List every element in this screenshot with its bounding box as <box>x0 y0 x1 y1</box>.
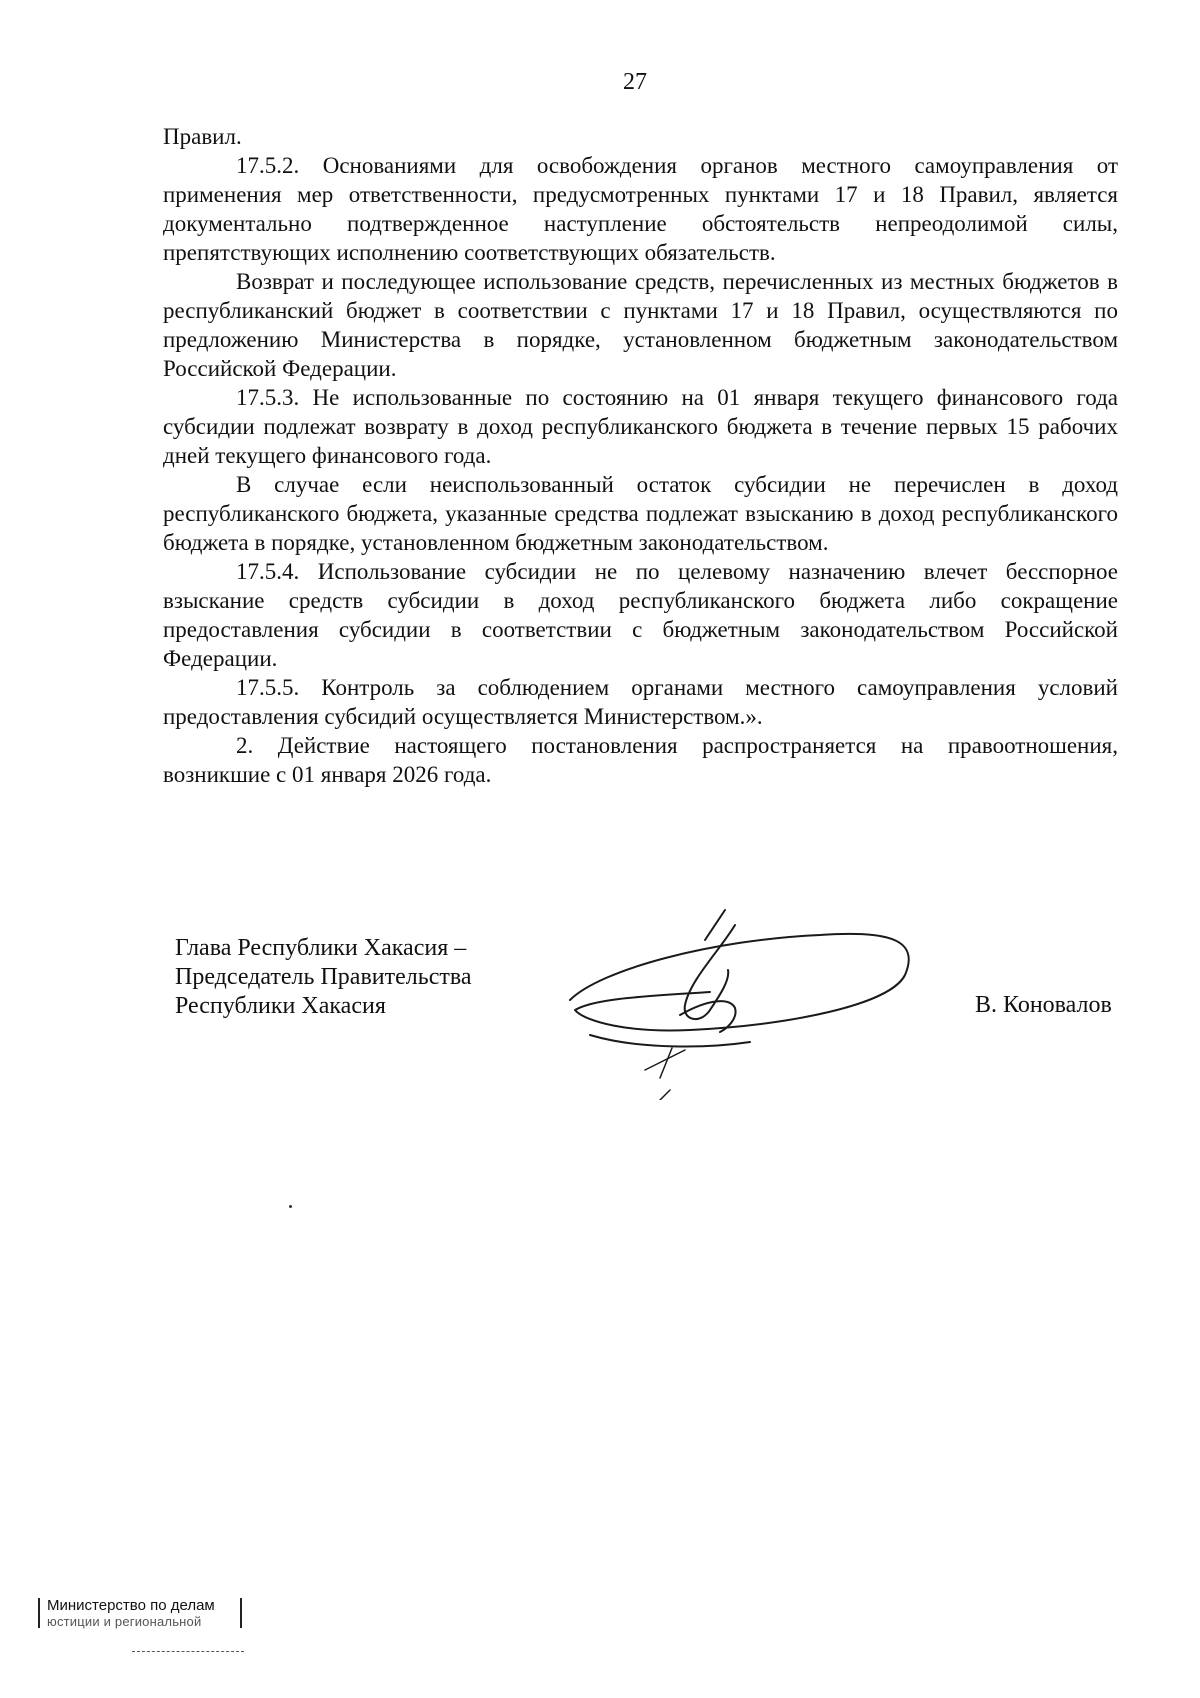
paragraph-2-effective-date: 2. Действие настоящего постановления распространяется на правоотношения, возникшие с 01 января 2026 года. <box>163 733 1118 787</box>
paragraph-recovery: В случае если неиспользованный остаток субсидии не перечислен в доход республиканского бюджета, указанные средства подлежат взысканию в доход республиканского бюджета в порядке, установленном бюджетным законодательством. <box>163 472 1118 555</box>
scan-speck <box>289 1205 292 1208</box>
page-number: 27 <box>623 69 647 95</box>
paragraph-17-5-2: 17.5.2. Основаниями для освобождения органов местного самоуправления от применения мер ответственности, предусмотренных пунктами 17 и 18 Правил, является документально подтвержденное наступление обстоятельств непреодолимой силы, препятствующих исполнению соответствующих обязательств. <box>163 153 1118 265</box>
document-body <box>163 122 1118 789</box>
stamp-line: Министерство по делам <box>47 1597 215 1614</box>
stamp-underline <box>132 1651 244 1652</box>
paragraph-continuation: Правил. <box>163 124 242 149</box>
paragraph-refund: Возврат и последующее использование средств, перечисленных из местных бюджетов в республиканский бюджет в соответствии с пунктами 17 и 18 Правил, осуществляются по предложению Министерства в порядке, установленном бюджетным законодательством Российской Федерации. <box>163 269 1118 381</box>
signatory-title-line: Глава Республики Хакасия – <box>175 935 467 961</box>
signatory-name: В. Коновалов <box>975 992 1112 1018</box>
signatory-title <box>175 934 472 1021</box>
handwritten-signature <box>560 900 940 1100</box>
signatory-title-line: Республики Хакасия <box>175 993 386 1019</box>
paragraph-17-5-5: 17.5.5. Контроль за соблюдением органами местного самоуправления условий предоставления субсидий осуществляется Министерством.». <box>163 675 1118 729</box>
stamp-line: юстиции и региональной <box>47 1614 202 1629</box>
paragraph-17-5-3: 17.5.3. Не использованные по состоянию на 01 января текущего финансового года субсидии подлежат возврату в доход республиканского бюджета в течение первых 15 рабочих дней текущего финансового года. <box>163 385 1118 468</box>
paragraph-17-5-4: 17.5.4. Использование субсидии не по целевому назначению влечет бесспорное взыскание средств субсидии в доход республиканского бюджета либо сокращение предоставления субсидии в соответствии с бюджетным законодательством Российской Федерации. <box>163 559 1118 671</box>
registration-stamp <box>38 1598 242 1628</box>
signatory-title-line: Председатель Правительства <box>175 964 472 990</box>
